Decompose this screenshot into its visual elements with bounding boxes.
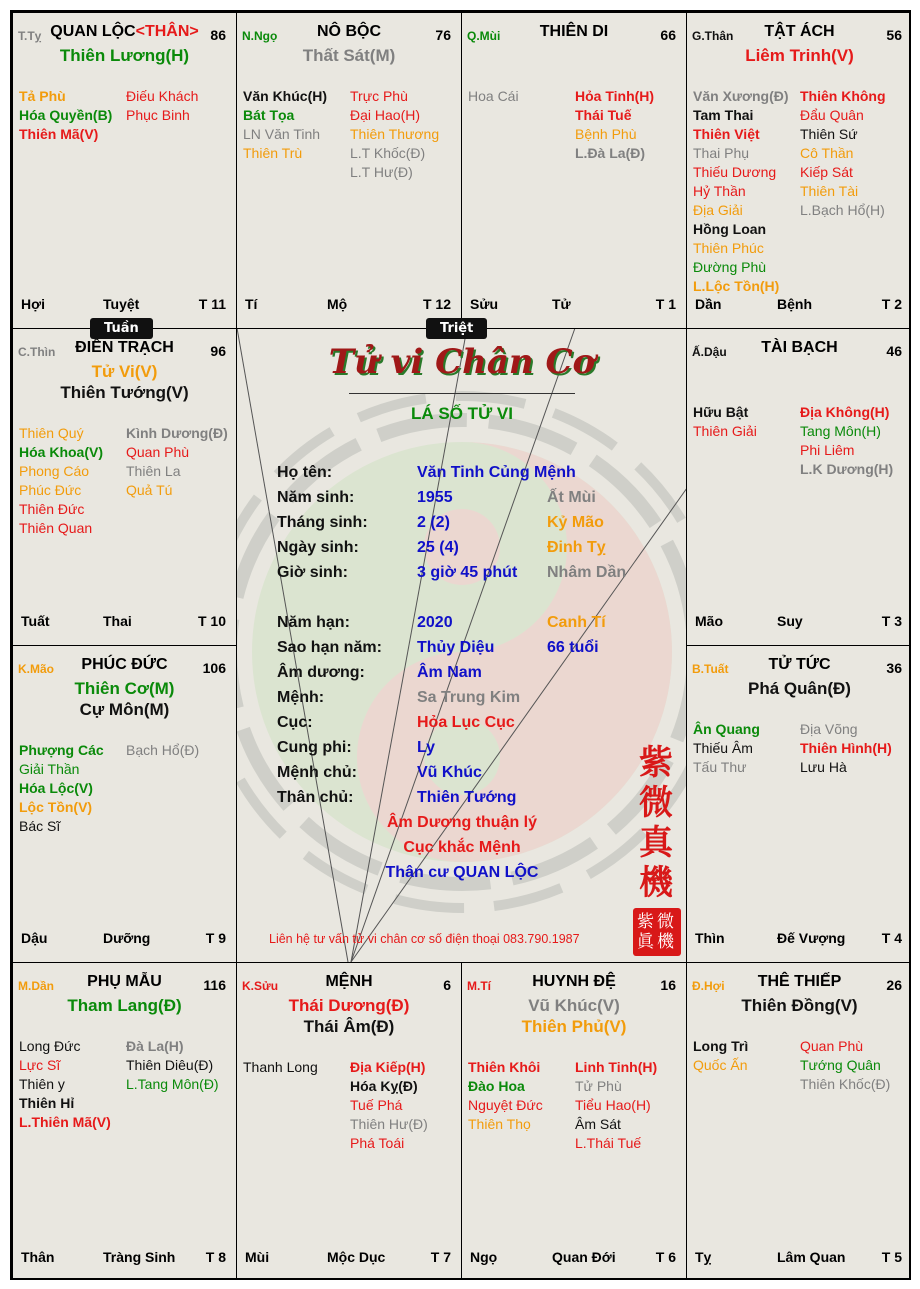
palace-number: 76 — [435, 27, 451, 43]
main-star: Thiên Cơ(M) — [74, 679, 175, 698]
minor-star: Thiên Giải — [693, 423, 757, 439]
palace-tai-bach[interactable] — [686, 328, 911, 646]
minor-star: Phong Cáo — [19, 463, 90, 479]
minor-star: Thiên Diêu(Đ) — [126, 1057, 214, 1073]
minor-star: Âm Sát — [575, 1116, 621, 1132]
minor-star: Thiên Hình(H) — [800, 740, 892, 756]
minor-star: Hóa Lộc(V) — [19, 780, 93, 796]
minor-star: Tuế Phá — [350, 1097, 403, 1113]
minor-star: L.K Dương(H) — [800, 461, 894, 477]
minor-star: Tang Môn(H) — [800, 423, 881, 439]
minor-star: L.Lộc Tồn(H) — [693, 278, 780, 294]
minor-star: L.T Hư(Đ) — [350, 164, 413, 180]
palace-name: THIÊN DI — [539, 23, 609, 40]
star-column-left — [19, 424, 103, 538]
palace-name: QUAN LỘC — [50, 23, 136, 40]
palace-can-chi: N.Ngọ — [242, 29, 278, 43]
main-star: Tử Vi(V) — [91, 362, 158, 381]
palace-life-stage: Thai — [103, 613, 132, 629]
info-value: Thiên Tướng — [417, 789, 517, 806]
palace-branch: Sửu — [470, 296, 499, 312]
info-value: Văn Tinh Củng Mệnh — [417, 464, 576, 481]
tuan-badge: Tuần — [90, 318, 153, 339]
star-column-left — [693, 403, 757, 441]
minor-star: Giải Thần — [19, 761, 80, 777]
star-column-right — [800, 1037, 890, 1094]
minor-star: Lực Sĩ — [19, 1057, 61, 1073]
seal-char: 機 — [657, 932, 674, 952]
palace-name: ĐIỀN TRẠCH — [75, 339, 174, 356]
star-column-right — [800, 87, 886, 220]
palace-thien-di[interactable] — [461, 12, 687, 329]
palace-title — [237, 973, 461, 991]
minor-star: Quan Phù — [800, 1038, 864, 1054]
star-column-right — [575, 1058, 657, 1153]
main-star: Tham Lang(Đ) — [67, 996, 182, 1015]
minor-star: Bệnh Phù — [575, 126, 637, 142]
vertical-char: 微 — [639, 783, 673, 823]
info-extra: Kỷ Mão — [547, 514, 604, 531]
minor-star: Quả Tú — [126, 482, 173, 498]
info-note: Thân cư QUAN LỘC — [385, 864, 539, 881]
minor-star: Hồng Loan — [693, 221, 767, 237]
palace-can-chi: M.Dần — [18, 979, 54, 993]
palace-branch: Tuất — [21, 613, 50, 629]
minor-star: Thiên Hư(Đ) — [350, 1116, 428, 1132]
palace-life-stage: Mộ — [327, 296, 348, 312]
palace-number: 26 — [886, 977, 902, 993]
palace-life-stage: Tràng Sinh — [103, 1249, 176, 1265]
star-column-left — [693, 1037, 748, 1075]
minor-star: Hóa Kỵ(Đ) — [350, 1078, 418, 1094]
palace-branch: Ngọ — [470, 1249, 498, 1265]
minor-star: Linh Tinh(H) — [575, 1059, 658, 1075]
palace-name: HUYNH ĐỆ — [532, 973, 616, 990]
main-star: Thiên Lương(H) — [59, 46, 190, 65]
palace-the-thiep[interactable] — [686, 962, 911, 1280]
palace-number: 36 — [886, 660, 902, 676]
palace-life-stage: Bệnh — [777, 296, 812, 312]
minor-star: Thiếu Dương — [693, 164, 777, 180]
palace-cycle: T 5 — [881, 1249, 902, 1265]
info-value: Vũ Khúc — [417, 764, 482, 781]
minor-star: Tướng Quân — [800, 1057, 881, 1073]
star-column-right — [350, 1058, 428, 1153]
minor-star: L.Tang Môn(Đ) — [126, 1076, 219, 1092]
palace-can-chi: T.Tỵ — [18, 29, 42, 43]
minor-star: Thiên Quý — [19, 425, 84, 441]
seal-char: 眞 — [637, 932, 654, 952]
palace-number: 106 — [202, 660, 226, 676]
info-value: 3 giờ 45 phút — [417, 564, 518, 581]
minor-star: Cô Thần — [800, 145, 854, 161]
minor-star: Hữu Bật — [693, 404, 749, 420]
minor-star: Bát Tọa — [243, 107, 295, 123]
minor-star: Thiên Khôi — [468, 1059, 541, 1075]
minor-star: Long Đức — [19, 1038, 81, 1054]
triet-badge: Triệt — [426, 318, 487, 339]
main-star: Thiên Tướng(V) — [60, 383, 189, 402]
main-star: Thất Sát(M) — [302, 46, 396, 65]
minor-star: Phá Toái — [350, 1135, 405, 1151]
star-column-left — [243, 1058, 318, 1077]
palace-no-boc[interactable] — [236, 12, 462, 329]
palace-name: NÔ BỘC — [317, 23, 381, 40]
palace-branch: Tí — [245, 296, 258, 312]
minor-star: Bạch Hổ(Đ) — [126, 742, 200, 758]
palace-branch: Hợi — [21, 296, 45, 312]
minor-star: Thiếu Âm — [693, 740, 753, 756]
minor-star: L.Thái Tuế — [575, 1135, 642, 1151]
info-label: Giờ sinh: — [277, 564, 348, 581]
minor-star: Đà La(H) — [126, 1038, 184, 1054]
palace-life-stage: Tử — [552, 296, 571, 312]
minor-star: Đẩu Quân — [800, 107, 864, 123]
info-label: Cục: — [277, 714, 313, 731]
minor-star: Long Trì — [693, 1038, 749, 1054]
minor-star: Thiên Sứ — [800, 126, 858, 142]
minor-star: L.Thiên Mã(V) — [19, 1114, 111, 1130]
palace-title — [237, 23, 461, 41]
minor-star: Thiên y — [19, 1076, 65, 1092]
minor-star: Tấu Thư — [693, 759, 747, 775]
minor-star: Hoa Cái — [468, 88, 519, 104]
info-value: 2 (2) — [417, 514, 450, 531]
star-column-left — [243, 87, 327, 163]
star-column-right — [800, 720, 892, 777]
star-column-left — [19, 87, 112, 144]
minor-star: Địa Kiếp(H) — [350, 1059, 426, 1075]
minor-star: Lộc Tồn(V) — [19, 799, 93, 815]
minor-star: Phi Liêm — [800, 442, 855, 458]
palace-cycle: T 10 — [197, 613, 226, 629]
seal-char: 微 — [657, 912, 674, 932]
palace-cycle: T 12 — [422, 296, 451, 312]
main-star: Thái Dương(Đ) — [288, 996, 410, 1015]
star-column-right — [575, 87, 654, 163]
vertical-char: 真 — [639, 823, 673, 863]
palace-branch: Thìn — [695, 930, 725, 946]
info-extra: Nhâm Dần — [547, 564, 627, 581]
palace-cycle: T 3 — [881, 613, 902, 629]
info-value: Thủy Diệu — [417, 639, 495, 656]
info-value: Sa Trung Kim — [417, 689, 521, 706]
minor-star: Văn Xương(Đ) — [693, 88, 789, 104]
minor-star: L.Đà La(Đ) — [575, 145, 645, 161]
seal-stamp — [633, 908, 681, 956]
minor-star: Nguyệt Đức — [468, 1097, 543, 1113]
info-label: Âm dương: — [277, 664, 365, 681]
palace-name: PHÚC ĐỨC — [81, 656, 168, 673]
palace-number: 6 — [443, 977, 451, 993]
minor-star: Trực Phù — [350, 88, 408, 104]
main-star: Vũ Khúc(V) — [528, 996, 620, 1015]
palace-title — [687, 973, 911, 991]
palace-branch: Thân — [21, 1249, 55, 1265]
minor-star: Đại Hao(H) — [350, 107, 421, 123]
palace-can-chi: Đ.Hợi — [692, 979, 725, 993]
palace-title — [687, 656, 911, 674]
minor-star: Địa Giải — [693, 202, 743, 218]
info-extra: Ất Mùi — [547, 489, 596, 506]
palace-quan-loc[interactable] — [12, 12, 237, 329]
palace-cycle: T 6 — [655, 1249, 676, 1265]
minor-star: Phượng Các — [19, 742, 104, 758]
palace-title — [687, 23, 911, 41]
palace-life-stage: Dưỡng — [103, 930, 151, 946]
minor-star: L.Bạch Hổ(H) — [800, 202, 885, 218]
palace-branch: Dần — [695, 296, 722, 312]
palace-title — [687, 339, 911, 357]
minor-star: Hỏa Tinh(H) — [575, 88, 655, 104]
minor-star: Thiên Thương — [350, 126, 440, 142]
palace-cycle: T 1 — [655, 296, 676, 312]
palace-name: TẬT ÁCH — [764, 23, 835, 40]
minor-star: Thiên Phúc — [693, 240, 764, 256]
minor-star: Thiên Tài — [800, 183, 859, 199]
info-label: Họ tên: — [277, 464, 333, 481]
star-column-right — [350, 87, 439, 182]
palace-number: 46 — [886, 343, 902, 359]
palace-can-chi: C.Thìn — [18, 345, 56, 359]
palace-number: 116 — [203, 977, 226, 993]
info-label: Năm hạn: — [277, 614, 350, 631]
minor-star: Thanh Long — [243, 1059, 318, 1075]
palace-tat-ach[interactable] — [686, 12, 911, 329]
palace-life-stage: Mộc Dục — [327, 1249, 386, 1265]
main-star: Phá Quân(Đ) — [748, 679, 851, 698]
palace-can-chi: Ấ.Dậu — [692, 345, 727, 359]
minor-star: Hóa Khoa(V) — [19, 444, 103, 460]
minor-star: Phúc Đức — [19, 482, 82, 498]
main-star: Thiên Đồng(V) — [741, 996, 858, 1015]
minor-star: Kiếp Sát — [800, 164, 853, 180]
minor-star: Thiên Hỉ — [19, 1095, 75, 1111]
star-column-left — [468, 87, 519, 106]
center-info-panel — [237, 328, 687, 962]
minor-star: Thiên Trù — [243, 145, 303, 161]
palace-phuc-duc[interactable] — [12, 645, 237, 963]
info-label: Sao hạn năm: — [277, 639, 382, 656]
palace-cycle: T 11 — [198, 296, 226, 312]
palace-branch: Dậu — [21, 930, 48, 946]
star-column-left — [19, 741, 104, 836]
logo-underline — [349, 393, 575, 394]
chart-board — [10, 10, 911, 1280]
palace-branch: Mão — [695, 613, 723, 629]
palace-title — [13, 973, 236, 991]
palace-life-stage: Đế Vượng — [777, 930, 846, 946]
info-extra: Canh Tí — [547, 614, 606, 631]
minor-star: Phục Binh — [126, 107, 190, 123]
star-column-left — [693, 87, 789, 296]
minor-star: Thái Tuế — [575, 107, 632, 123]
minor-star: Thiên Quan — [19, 520, 93, 536]
palace-branch: Tỵ — [695, 1249, 712, 1265]
info-label: Năm sinh: — [277, 489, 355, 506]
palace-number: 66 — [660, 27, 676, 43]
minor-star: Quốc Ấn — [693, 1057, 748, 1073]
logo: Tử vi Chân Cơ — [328, 342, 596, 382]
palace-number: 16 — [660, 977, 676, 993]
info-value: Ly — [417, 739, 436, 756]
info-value: 2020 — [417, 614, 453, 631]
minor-star: Điếu Khách — [126, 88, 199, 104]
palace-life-stage: Suy — [777, 613, 803, 629]
info-label: Mệnh: — [277, 689, 325, 706]
minor-star: Địa Không(H) — [800, 404, 890, 420]
info-label: Ngày sinh: — [277, 539, 359, 556]
palace-life-stage: Lâm Quan — [777, 1249, 846, 1265]
chart-title: LÁ SỐ TỬ VI — [411, 404, 513, 423]
minor-star: Hỷ Thần — [693, 183, 746, 199]
palace-number: 86 — [210, 27, 226, 43]
palace-life-stage: Tuyệt — [103, 296, 140, 312]
palace-tu-tuc[interactable] — [686, 645, 911, 963]
info-value: 25 (4) — [417, 539, 459, 556]
star-column-left — [19, 1037, 111, 1132]
star-column-right — [126, 1037, 219, 1094]
minor-star: Quan Phù — [126, 444, 190, 460]
palace-menh[interactable] — [236, 962, 462, 1280]
star-column-left — [693, 720, 760, 777]
minor-star: Thiên Việt — [693, 126, 760, 142]
info-value: Hỏa Lục Cục — [417, 714, 515, 731]
vertical-char: 機 — [639, 863, 673, 903]
info-value: Âm Nam — [417, 664, 482, 681]
minor-star: Tử Phù — [575, 1078, 622, 1094]
palace-phu-mau[interactable] — [12, 962, 237, 1280]
minor-star: Thiên Đức — [19, 501, 85, 517]
palace-can-chi: K.Sửu — [242, 979, 279, 993]
palace-can-chi: B.Tuất — [692, 662, 729, 676]
palace-can-chi: G.Thân — [692, 29, 734, 43]
minor-star: Thiên Khốc(Đ) — [800, 1076, 891, 1092]
minor-star: Thai Phụ — [693, 145, 750, 161]
seal-char: 紫 — [637, 912, 654, 932]
minor-star: Bác Sĩ — [19, 818, 61, 834]
vertical-char: 紫 — [639, 743, 673, 783]
palace-can-chi: K.Mão — [18, 662, 54, 676]
vertical-seal-text — [639, 743, 673, 903]
palace-title — [13, 656, 236, 674]
info-label: Thân chủ: — [277, 789, 354, 806]
minor-star: Ân Quang — [693, 721, 760, 737]
main-star: Thái Âm(Đ) — [303, 1017, 395, 1036]
palace-cycle: T 2 — [881, 296, 902, 312]
info-extra: Đinh Tỵ — [547, 539, 606, 556]
main-star: Cự Môn(M) — [79, 700, 170, 719]
star-column-right — [126, 87, 198, 125]
palace-number: 96 — [210, 343, 226, 359]
palace-cycle: T 4 — [881, 930, 902, 946]
info-note: Âm Dương thuận lý — [386, 814, 538, 831]
minor-star: Hóa Quyền(B) — [19, 107, 113, 123]
minor-star: Tam Thai — [693, 107, 754, 123]
contact-text: Liên hệ tư vấn tử vi chân cơ số điện thoại 083.790.1987 — [269, 932, 580, 946]
minor-star: Tiểu Hao(H) — [575, 1097, 651, 1113]
minor-star: LN Văn Tinh — [243, 126, 321, 142]
than-marker: <THÂN> — [135, 23, 199, 40]
palace-title — [462, 973, 686, 991]
info-label: Mệnh chủ: — [277, 764, 357, 781]
main-star: Liêm Trinh(V) — [745, 46, 854, 65]
minor-star: L.T Khốc(Đ) — [350, 145, 426, 161]
minor-star: Đào Hoa — [468, 1078, 525, 1094]
palace-branch: Mùi — [245, 1249, 270, 1265]
palace-cycle: T 9 — [205, 930, 226, 946]
palace-cycle: T 8 — [205, 1249, 226, 1265]
palace-title — [13, 23, 236, 41]
info-label: Cung phi: — [277, 739, 352, 756]
palace-life-stage: Quan Đới — [552, 1249, 616, 1265]
minor-star: Đường Phù — [693, 259, 767, 275]
star-column-right — [126, 741, 199, 760]
minor-star: Lưu Hà — [800, 759, 847, 775]
star-column-right — [126, 424, 228, 500]
info-extra: 66 tuổi — [547, 639, 599, 656]
minor-star: Văn Khúc(H) — [243, 88, 327, 104]
minor-star: Thiên Mã(V) — [19, 126, 99, 142]
palace-number: 56 — [886, 27, 902, 43]
palace-name: TỬ TỨC — [768, 656, 831, 673]
palace-cycle: T 7 — [430, 1249, 451, 1265]
minor-star: Thiên La — [126, 463, 181, 479]
palace-can-chi: Q.Mùi — [467, 29, 501, 43]
info-value: 1955 — [417, 489, 453, 506]
star-column-right — [800, 403, 893, 479]
info-label: Tháng sinh: — [277, 514, 368, 531]
main-star: Thiên Phủ(V) — [521, 1017, 627, 1036]
star-column-left — [468, 1058, 543, 1134]
minor-star: Thiên Thọ — [468, 1116, 531, 1132]
palace-name: TÀI BẠCH — [761, 339, 838, 356]
minor-star: Kình Dương(Đ) — [126, 425, 228, 441]
minor-star: Địa Võng — [800, 721, 858, 737]
palace-name: PHỤ MẪU — [87, 973, 162, 990]
palace-name: MỆNH — [325, 973, 373, 990]
palace-title — [462, 23, 686, 41]
palace-can-chi: M.Tí — [467, 979, 491, 993]
info-note: Cục khắc Mệnh — [403, 839, 521, 856]
palace-title — [13, 339, 236, 357]
minor-star: Tả Phù — [19, 88, 66, 104]
palace-name: THÊ THIẾP — [757, 973, 842, 990]
minor-star: Thiên Không — [800, 88, 886, 104]
palace-huynh-de[interactable] — [461, 962, 687, 1280]
palace-dien-trach[interactable] — [12, 328, 237, 646]
